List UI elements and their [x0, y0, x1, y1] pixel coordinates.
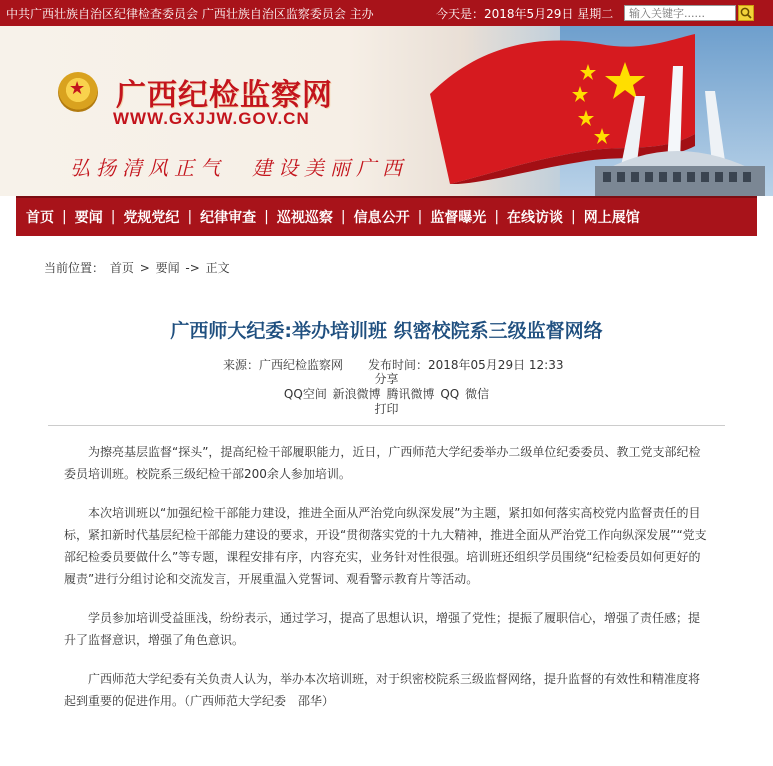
nav-item-exposure[interactable]: 监督曝光: [430, 210, 487, 226]
nav-item-exhibition[interactable]: 网上展馆: [583, 210, 640, 226]
search-icon: [739, 6, 753, 20]
breadcrumb: [44, 259, 232, 276]
top-bar: [0, 0, 773, 26]
breadcrumb-prefix: 当前位置：: [44, 261, 105, 275]
nav-item-discipline-review[interactable]: 纪律审查: [200, 210, 257, 226]
breadcrumb-sep: >: [139, 261, 150, 275]
building-graphic: [575, 66, 773, 196]
nav-item-inspection[interactable]: 巡视巡察: [276, 210, 333, 226]
breadcrumb-section[interactable]: 要闻: [155, 261, 180, 275]
share-qq[interactable]: QQ: [440, 387, 460, 401]
search-button[interactable]: [738, 5, 754, 21]
share-qzone[interactable]: QQ空间: [283, 387, 327, 401]
nav-item-party-rules[interactable]: 党规党纪: [123, 210, 180, 226]
main-nav: 首页 | 要闻 | 党规党纪 | 纪律审查 | 巡视巡察 | 信息公开 | 监督曝光 | 在线访谈 | 网上展馆: [16, 196, 757, 236]
article-body: [64, 441, 709, 729]
site-logo-emblem[interactable]: ★: [58, 72, 98, 112]
article-paragraph: 为擦亮基层监督“探头”，提高纪检干部履职能力，近日，广西师范大学纪委举办二级单位纪委委员、教工党支部纪检委员培训班。校院系三级纪检干部200余人参加培训。: [64, 445, 701, 481]
share-box: [0, 372, 773, 417]
share-label: 分享: [374, 372, 399, 386]
nav-item-interviews[interactable]: 在线访谈: [507, 210, 564, 226]
breadcrumb-home[interactable]: 首页: [109, 261, 134, 275]
nav-item-home[interactable]: 首页: [26, 210, 54, 226]
breadcrumb-sep: ->: [185, 261, 200, 275]
search-input[interactable]: [624, 5, 736, 21]
print-link[interactable]: 打印: [374, 402, 399, 416]
nav-item-info-disclosure[interactable]: 信息公开: [353, 210, 410, 226]
current-date: 今天是：2018年5月29日 星期二: [436, 7, 614, 21]
sponsor-text: 中共广西壮族自治区纪律检查委员会 广西壮族自治区监察委员会 主办: [6, 7, 374, 21]
site-banner: [0, 26, 773, 196]
article-paragraph: 广西师范大学纪委有关负责人认为，举办本次培训班，对于织密校院系三级监督网络，提升监督的有效性和精准度将起到重要的促进作用。（广西师范大学纪委 邵华）: [64, 672, 701, 708]
breadcrumb-current: 正文: [205, 261, 230, 275]
share-sina-weibo[interactable]: 新浪微博: [332, 387, 381, 401]
share-tencent-weibo[interactable]: 腾讯微博: [386, 387, 435, 401]
site-name[interactable]: 广西纪检监察网: [116, 78, 333, 113]
share-links: [0, 387, 773, 402]
content-divider: [48, 425, 725, 426]
site-url: WWW.GXJJW.GOV.CN: [113, 109, 310, 128]
article-paragraph: 学员参加培训受益匪浅，纷纷表示，通过学习，提高了思想认识，增强了党性；提振了履职信心，增强了责任感；提升了监督意识，增强了角色意识。: [64, 611, 701, 647]
article-publish-time: 发布时间：2018年05月29日 12:33: [368, 358, 564, 372]
slogan-left: 弘扬清风正气: [70, 156, 226, 180]
slogan: [70, 152, 408, 181]
article-source: 来源：广西纪检监察网: [223, 358, 344, 372]
share-wechat[interactable]: 微信: [465, 387, 490, 401]
article-title: 广西师大纪委:举办培训班 织密校院系三级监督网络: [170, 320, 603, 342]
slogan-right: 建设美丽广西: [252, 156, 408, 180]
nav-item-news[interactable]: 要闻: [74, 210, 103, 226]
article-paragraph: 本次培训班以“加强纪检干部能力建设，推进全面从严治党向纵深发展”为主题，紧扣如何落实高校党内监督责任的目标，紧扣新时代基层纪检干部能力建设的要求，开设“贯彻落实党的十九大精神，推进全面从严治党工作向纵深发展”“党支部纪检委员要做什么”等专题，课程安排有序，内容充实，业务针对性很强。培训班还组织学员围绕“纪检委员如何更好的履责”进行分组讨论和交流发言，开展重温入党誓词、观看警示教育片等活动。: [64, 506, 707, 586]
